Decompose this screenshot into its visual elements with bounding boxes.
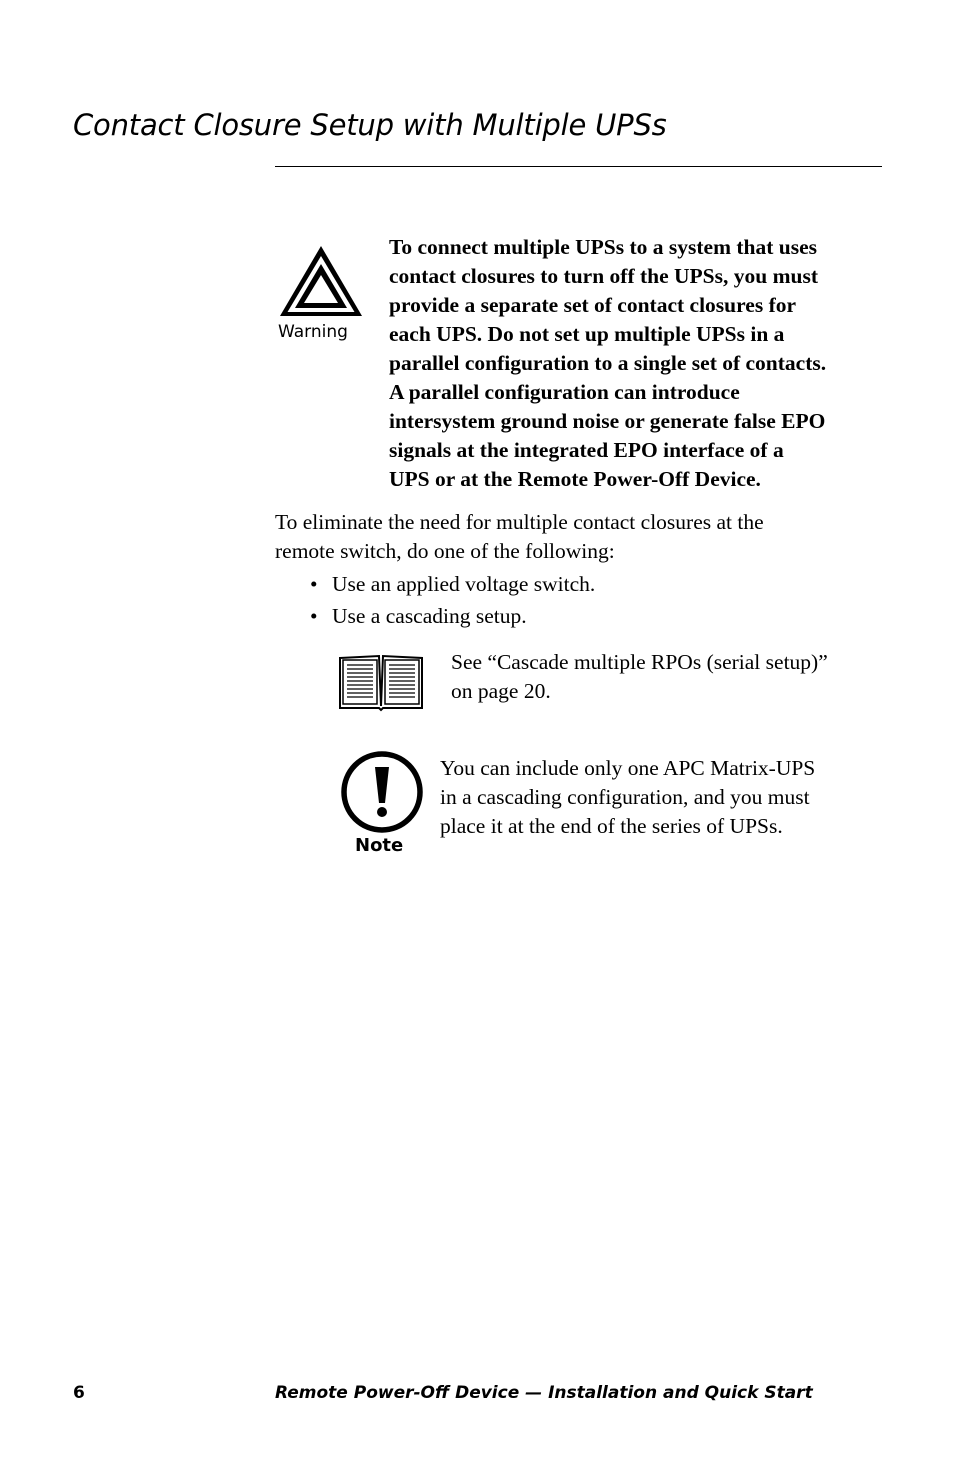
reference-line: on page 20. bbox=[451, 679, 551, 703]
warning-line: contact closures to turn off the UPSs, you must bbox=[389, 264, 818, 288]
warning-line: A parallel configuration can introduce bbox=[389, 380, 740, 404]
warning-line: signals at the integrated EPO interface of a bbox=[389, 438, 784, 462]
footer-title: Remote Power-Off Device — Installation and Quick Start bbox=[275, 1383, 813, 1403]
heading-rule bbox=[275, 166, 882, 167]
intro-line: To eliminate the need for multiple contact closures at the bbox=[275, 510, 764, 534]
reference-text bbox=[451, 648, 828, 706]
note-line: in a cascading configuration, and you must bbox=[440, 785, 810, 809]
page-number: 6 bbox=[73, 1383, 85, 1403]
exclamation-circle-icon bbox=[339, 749, 425, 835]
warning-line: each UPS. Do not set up multiple UPSs in a bbox=[389, 322, 785, 346]
list-item bbox=[310, 602, 595, 634]
book-icon bbox=[337, 654, 425, 712]
list-item bbox=[310, 570, 595, 602]
bullet-icon: • bbox=[310, 572, 318, 596]
note-text bbox=[440, 754, 815, 841]
note-line: place it at the end of the series of UPSs. bbox=[440, 814, 783, 838]
note-caption: Note bbox=[355, 835, 404, 856]
warning-line: To connect multiple UPSs to a system that uses bbox=[389, 235, 818, 259]
warning-line: provide a separate set of contact closures for bbox=[389, 293, 797, 317]
section-heading: Contact Closure Setup with Multiple UPSs bbox=[73, 108, 667, 142]
option-list bbox=[310, 570, 595, 634]
warning-line: intersystem ground noise or generate false EPO bbox=[389, 409, 826, 433]
intro-line: remote switch, do one of the following: bbox=[275, 539, 615, 563]
list-item-text: Use a cascading setup. bbox=[332, 604, 527, 628]
warning-line: UPS or at the Remote Power-Off Device. bbox=[389, 467, 761, 491]
warning-line: parallel configuration to a single set of contacts. bbox=[389, 351, 827, 375]
warning-triangle-icon bbox=[276, 242, 366, 320]
warning-text bbox=[389, 233, 889, 494]
intro-paragraph bbox=[275, 508, 764, 566]
bullet-icon: • bbox=[310, 604, 318, 628]
note-line: You can include only one APC Matrix-UPS bbox=[440, 756, 816, 780]
warning-caption: Warning bbox=[278, 322, 348, 342]
reference-line: See “Cascade multiple RPOs (serial setup)” bbox=[451, 650, 828, 674]
list-item-text: Use an applied voltage switch. bbox=[332, 572, 596, 596]
